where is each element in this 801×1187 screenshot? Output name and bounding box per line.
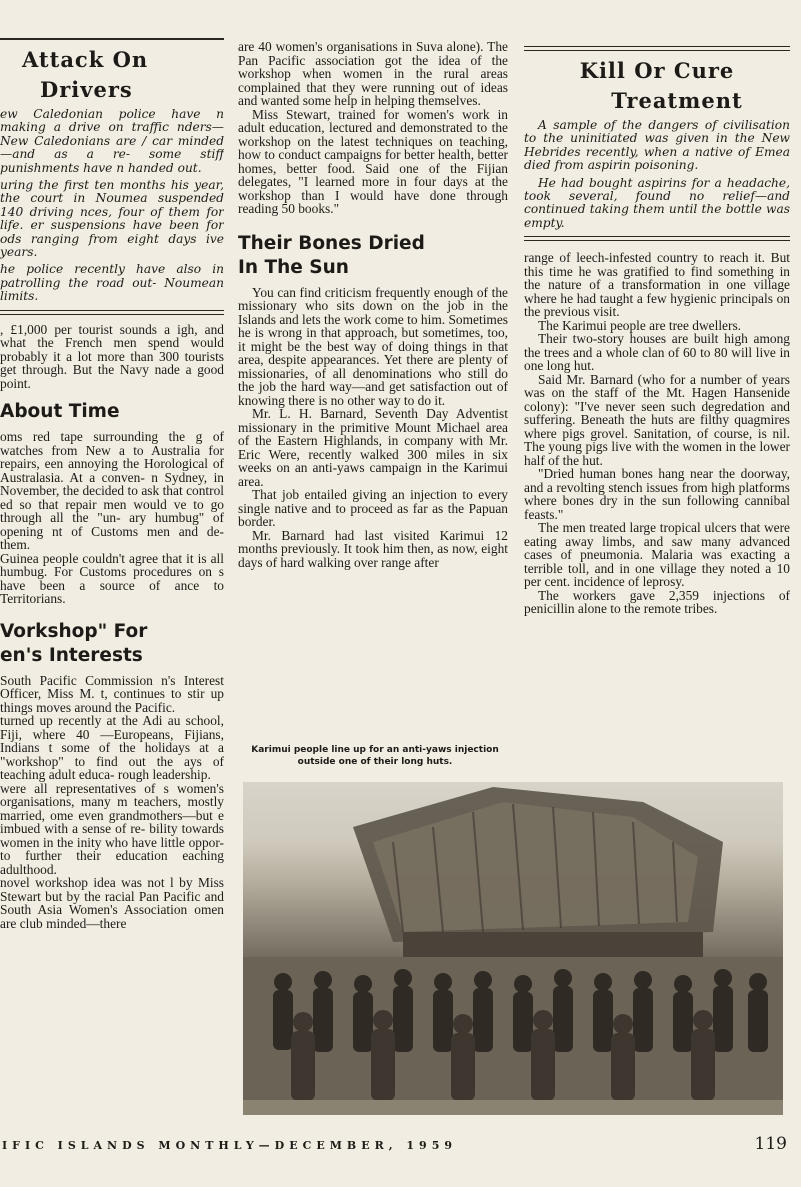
bones-cont-paragraph-2: The Karimui people are tree dwellers. (538, 317, 741, 333)
bones-cont-paragraph-1: range of leech-infested country to reach it. But this time he was gratified to find something in the nature of a transformation in one village where he had taught a few hygienic principals on the previous visit. (524, 250, 790, 320)
headline-attack-on: Attack On (22, 47, 149, 72)
bones-paragraph-2: Mr. L. H. Barnard, Seventh Day Adventist missionary in the primitive Mount Michael area of the Eastern Highlands, in company with Mr. Eric Were, recently walked 300 miles in six weeks on an anti-yaws campaign in the Karimui area. (238, 406, 508, 489)
box-rule-top (524, 46, 790, 51)
bones-cont-paragraph-5: "Dried human bones hang near the doorway, and a revolting stench issues from high platforms where bones dry in the sun following cannibal feasts." (524, 466, 790, 522)
workshop-cont-paragraph-1: are 40 women's organisations in Suva alone). The Pan Pacific association got the idea of the workshop when women in the rural areas complained that they were running out of ideas and wanted some help in helping themselves. (238, 40, 508, 108)
workshop-cont-paragraph-2: Miss Stewart, trained for women's work in adult education, lectured and demonstrated to the workshop on the latest techniques on teaching, how to conduct campaigns for better health, better homes, better food. Said one of the Fijian delegates, "I learned more in four days at the workshop than I would have done through reading 50 books." (238, 106, 508, 216)
attack-paragraph-3: he police recently have also in patrolling the road out- Noumean limits. (0, 262, 224, 304)
kill-paragraph-2: He had bought aspirins for a headache, took several, found no relief—and continued taking them until the bottle was empty. (524, 175, 790, 230)
headline-workshop-1: Vorkshop" For (0, 620, 148, 642)
bones-paragraph-3: That job entailed giving an injection to every single native and to proceed as far as the Papuan border. (238, 487, 508, 529)
about-paragraph-1: oms red tape surrounding the g of watches from New a to Australia for repairs, een annoying the Horological of Australasia. At a conven- n Sydney, in November, the decided to ask that control ed so that repair men would ve to go through all the "un- ary humbug" of opening nt of Customs men and de- them. (0, 429, 224, 553)
box-rule-bottom (524, 236, 790, 241)
headline-kill-or-cure: Kill Or Cure (579, 58, 735, 83)
rule-top (0, 38, 224, 40)
headline-treatment: Treatment (611, 88, 743, 113)
page-number: 119 (754, 1134, 787, 1154)
bones-cont-paragraph-4: Said Mr. Barnard (who for a number of years was on the staff of the Mt. Hagen Hansenide colony): "I've never seen such degredation and suffering. Beneath the huts are filthy quagmires where pigs grovel. Sanitation, of course, is nil. The young pigs live with the women in the lower half of the hut. (524, 371, 790, 468)
kill-paragraph-1: A sample of the dangers of civilisation to the uninitiated was given in the New Hebrides recently, when a native of Emea died from aspirin poisoning. (524, 118, 790, 173)
bones-cont-paragraph-6: The men treated large tropical ulcers that were eating away limbs, and saw many advanced cases of pneumonia. Malaria was exacting a terrible toll, and in one village they noted a 10 per cent. incidence of leprosy. (524, 520, 790, 590)
about-paragraph-2: Guinea people couldn't agree that it is all humbug. For Customs procedures on s have been a source of ance to Territorians. (0, 550, 224, 607)
workshop-paragraph-3: were all representatives of s women's organisations, many m teachers, mostly married, ome even grandmothers—but e imbued with a sense of re- bility towards women in the inity who have little oppor- to further their education eaching adulthood. (0, 780, 224, 877)
attack-paragraph-1: ew Caledonian police have n making a drive on traffic nders—New Caledonians are / car minded—and as a re- some stiff punishments have n handed out. (0, 107, 224, 175)
bones-cont-paragraph-3: Their two-story houses are built high among the trees and a whole clan of 60 to 80 will live in one long hut. (524, 331, 790, 374)
photo-caption: Karimui people line up for an anti-yaws injection outside one of their long huts. (251, 745, 499, 767)
workshop-paragraph-2: turned up recently at the Adi au school, Fiji, where 40 —Europeans, Fijians, Indians t some of the holidays at a "workshop" to find out the ays of teaching adult educa- rough leadership. (0, 713, 224, 783)
headline-bones-2: In The Sun (238, 256, 349, 278)
section-divider (0, 310, 224, 315)
page-footer (0, 1136, 801, 1156)
headline-about-time: About Time (0, 401, 120, 423)
headline-workshop-2: en's Interests (0, 644, 143, 666)
headline-bones-1: Their Bones Dried (238, 232, 425, 254)
headline-drivers: Drivers (40, 77, 133, 102)
workshop-paragraph-1: South Pacific Commission n's Interest Officer, Miss M. t, continues to stir up things moves around the Pacific. (0, 672, 224, 715)
karimui-photo (243, 782, 783, 1115)
attack-paragraph-2: uring the first ten months his year, the court in Noumea suspended 140 driving nces, four of them for life. er suspensions have been for ods ranging from eight days ive years. (0, 178, 224, 260)
footer-publication: IFIC ISLANDS MONTHLY—DECEMBER, 1959 (2, 1139, 458, 1152)
column-middle (238, 40, 508, 780)
bones-paragraph-1: You can find criticism frequently enough of the missionary who sits down on the job in the Islands and lets the work come to him. Sometimes he is wrong in that approach, but sometimes, too, it might be the best way of doing things in that area, despite appearances. Yet there are plenty of missionaries, of all denominations who still do the job the hard way—and get satisfaction out of knowing there is no other way to do it. (238, 284, 508, 408)
column-right (524, 40, 790, 780)
photo-illustration (243, 782, 783, 1115)
workshop-paragraph-4: novel workshop idea was not l by Miss Stewart but by the racial Pan Pacific and South Asia Women's Association omen are club minded—there (0, 875, 224, 931)
bones-cont-paragraph-7: The workers gave 2,359 injections of penicillin alone to the remote tribes. (524, 587, 790, 617)
tourist-paragraph: , £1,000 per tourist sounds a igh, and what the French men spend would probably it a lot more than 300 tourists get through. But the Navy nade a good point. (0, 321, 224, 391)
column-left (0, 36, 224, 1121)
bones-paragraph-4: Mr. Barnard had last visited Karimui 12 months previously. It took him then, as now, eight days of hard walking over range after (238, 527, 508, 570)
